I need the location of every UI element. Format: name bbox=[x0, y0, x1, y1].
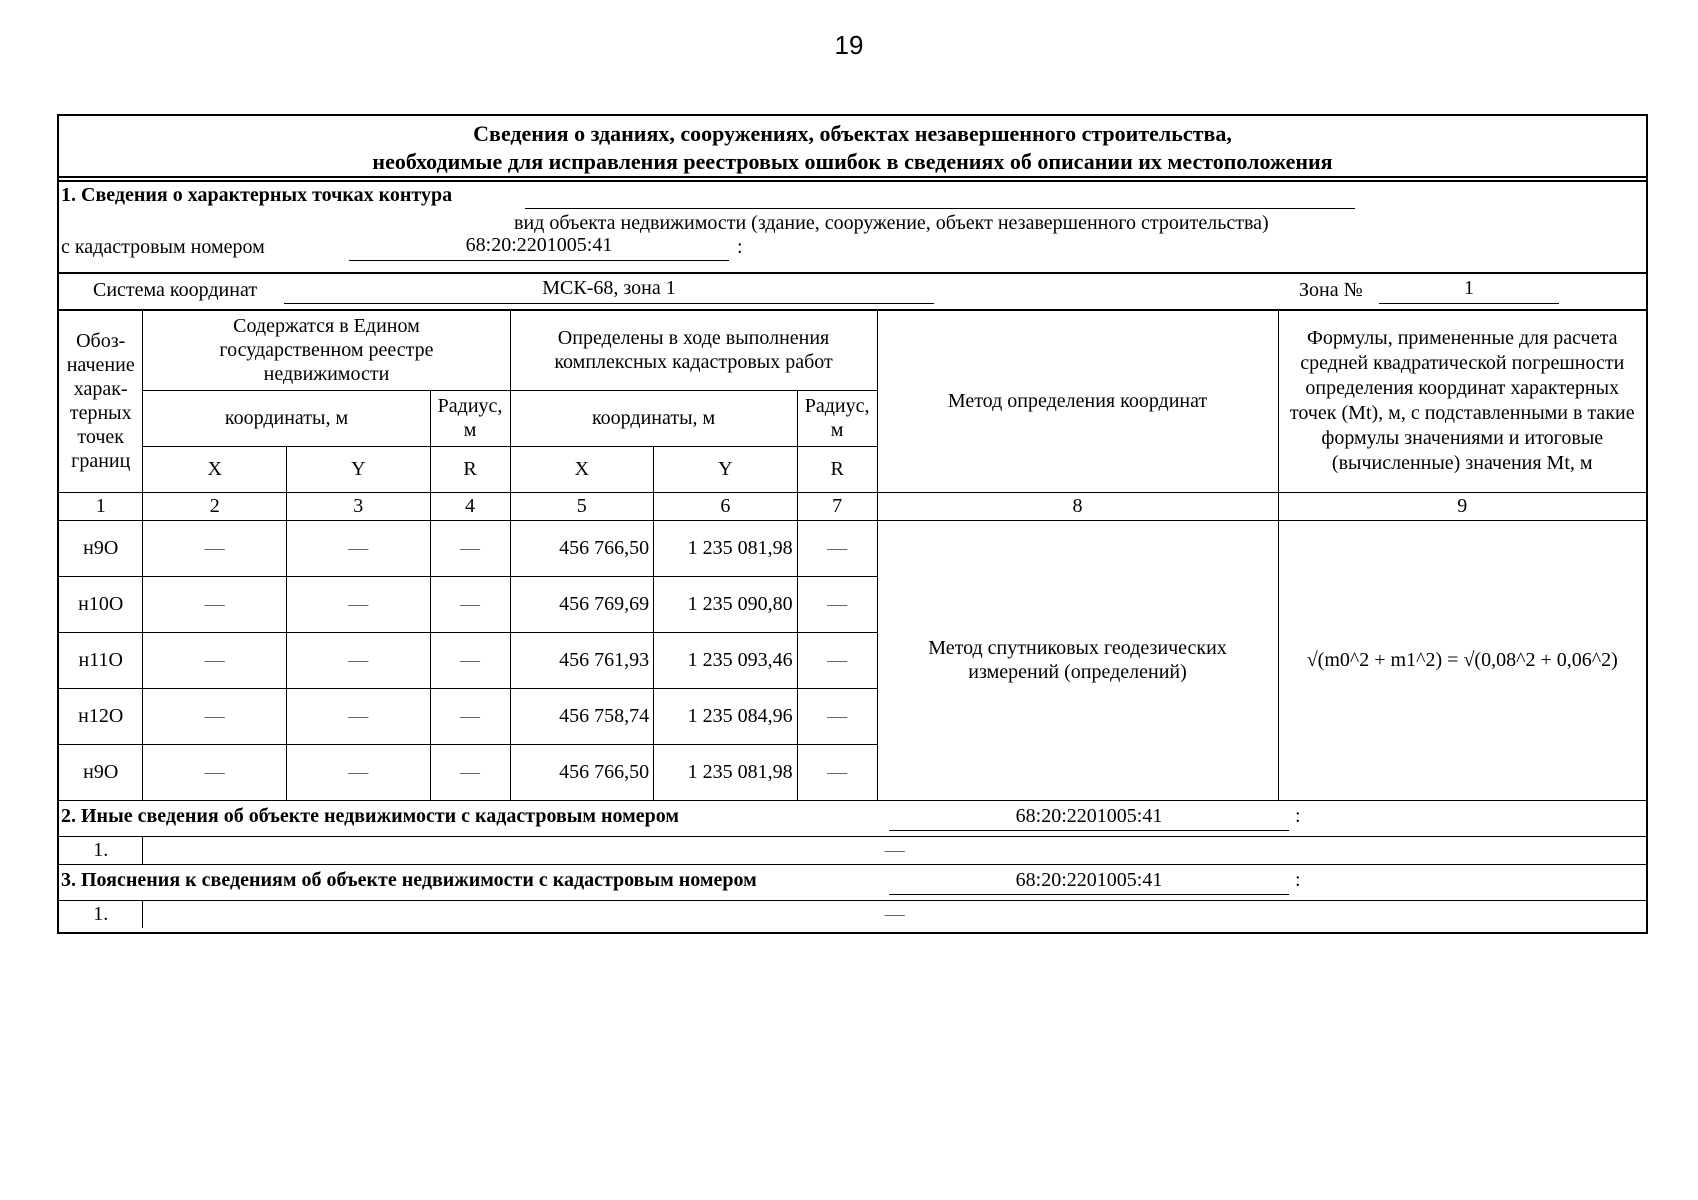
header-radius: Радиус, м bbox=[797, 390, 877, 446]
header-r: R bbox=[430, 446, 510, 492]
section1-header bbox=[59, 182, 1646, 272]
x-egrn: — bbox=[143, 576, 287, 632]
section2-cadastral-underline bbox=[889, 830, 1289, 831]
y-value: 1 235 084,96 bbox=[654, 688, 798, 744]
y-value: 1 235 081,98 bbox=[654, 744, 798, 800]
column-number: 9 bbox=[1278, 492, 1646, 520]
section3-header-row bbox=[59, 864, 1646, 900]
header-y: Y bbox=[287, 446, 431, 492]
r-value: — bbox=[797, 520, 877, 576]
x-egrn: — bbox=[143, 744, 287, 800]
registry-form bbox=[57, 114, 1648, 934]
point-id: н9О bbox=[59, 520, 143, 576]
column-number: 8 bbox=[877, 492, 1278, 520]
x-value: 456 758,74 bbox=[510, 688, 654, 744]
point-id: н9О bbox=[59, 744, 143, 800]
y-value: 1 235 081,98 bbox=[654, 520, 798, 576]
point-id: н10О bbox=[59, 576, 143, 632]
coord-system-row bbox=[59, 273, 1646, 309]
header-coords: координаты, м bbox=[143, 390, 430, 446]
y-egrn: — bbox=[287, 520, 431, 576]
header-kkr: Определены в ходе выполнения комплексных кадастровых работ bbox=[510, 310, 877, 390]
x-value: 456 766,50 bbox=[510, 520, 654, 576]
section3-heading: 3. Пояснения к сведениям об объекте недвижимости с кадастровым номером bbox=[61, 868, 757, 891]
column-number: 2 bbox=[143, 492, 287, 520]
r-egrn: — bbox=[430, 520, 510, 576]
header-radius: Радиус, м bbox=[430, 390, 510, 446]
x-egrn: — bbox=[143, 688, 287, 744]
cadastral-number: 68:20:2201005:41 bbox=[465, 234, 613, 256]
header-formula: Формулы, примененные для расчета средней квадратической погрешности определения координат характерных точек (Mt), м, с подставленными в такие формулы значениями и итоговые (вычисленные) значения Mt, м bbox=[1278, 310, 1646, 492]
point-id: н11О bbox=[59, 632, 143, 688]
header-designation: Обоз- начение харак- терных точек границ bbox=[59, 310, 143, 492]
r-value: — bbox=[797, 688, 877, 744]
form-title-line2: необходимые для исправления реестровых ошибок в сведениях об описании их местоположения bbox=[372, 149, 1333, 174]
object-type-underline bbox=[525, 208, 1355, 209]
y-egrn: — bbox=[287, 744, 431, 800]
y-value: 1 235 093,46 bbox=[654, 632, 798, 688]
section3-item-row bbox=[59, 900, 1646, 928]
form-title bbox=[59, 116, 1646, 176]
header-x: X bbox=[510, 446, 654, 492]
r-egrn: — bbox=[430, 576, 510, 632]
x-egrn: — bbox=[143, 632, 287, 688]
section3-item-num: 1. bbox=[59, 900, 143, 928]
section2-cadastral-number: 68:20:2201005:41 bbox=[1015, 804, 1163, 827]
r-egrn: — bbox=[430, 632, 510, 688]
section2-item-row bbox=[59, 836, 1646, 864]
header-method: Метод определения координат bbox=[877, 310, 1278, 492]
coord-system-value: МСК-68, зона 1 bbox=[542, 277, 676, 299]
section3-cadastral-number: 68:20:2201005:41 bbox=[1015, 868, 1163, 891]
colon: : bbox=[1295, 804, 1301, 827]
section2-item-num: 1. bbox=[59, 836, 143, 864]
point-id: н12О bbox=[59, 688, 143, 744]
x-value: 456 766,50 bbox=[510, 744, 654, 800]
y-egrn: — bbox=[287, 632, 431, 688]
formula-value: √(m0^2 + m1^2) = √(0,08^2 + 0,06^2) bbox=[1278, 520, 1646, 800]
section1-heading: 1. Сведения о характерных точках контура bbox=[61, 184, 453, 206]
coord-system-underline bbox=[284, 303, 934, 304]
r-value: — bbox=[797, 632, 877, 688]
r-egrn: — bbox=[430, 688, 510, 744]
header-x: X bbox=[143, 446, 287, 492]
zone-value: 1 bbox=[1464, 277, 1474, 299]
column-number: 4 bbox=[430, 492, 510, 520]
column-number: 7 bbox=[797, 492, 877, 520]
zone-label: Зона № bbox=[1299, 279, 1363, 301]
section2-header-row bbox=[59, 800, 1646, 836]
column-number: 6 bbox=[654, 492, 798, 520]
section2-item-value: — bbox=[143, 836, 1646, 864]
r-value: — bbox=[797, 576, 877, 632]
header-egrn: Содержатся в Едином государственном реестре недвижимости bbox=[143, 310, 510, 390]
colon: : bbox=[1295, 868, 1301, 891]
table-row bbox=[59, 520, 1646, 576]
column-number: 1 bbox=[59, 492, 143, 520]
section3-cadastral-underline bbox=[889, 894, 1289, 895]
coord-system-label: Система координат bbox=[93, 279, 258, 301]
column-number: 3 bbox=[287, 492, 431, 520]
column-numbers-row bbox=[59, 492, 1646, 520]
colon: : bbox=[737, 236, 743, 258]
y-egrn: — bbox=[287, 576, 431, 632]
header-coords: координаты, м bbox=[510, 390, 797, 446]
header-r: R bbox=[797, 446, 877, 492]
points-table bbox=[59, 310, 1646, 928]
r-value: — bbox=[797, 744, 877, 800]
header-y: Y bbox=[654, 446, 798, 492]
cadastral-label: с кадастровым номером bbox=[61, 236, 265, 258]
object-type-hint: вид объекта недвижимости (здание, сооружение, объект незавершенного строительства) bbox=[514, 212, 1269, 234]
page-number: 19 bbox=[834, 30, 864, 60]
zone-underline bbox=[1379, 303, 1559, 304]
cadastral-underline bbox=[349, 260, 729, 261]
y-value: 1 235 090,80 bbox=[654, 576, 798, 632]
section3-item-value: — bbox=[143, 900, 1646, 928]
divider bbox=[59, 176, 1646, 178]
r-egrn: — bbox=[430, 744, 510, 800]
method-value: Метод спутниковых геодезических измерений (определений) bbox=[877, 520, 1278, 800]
section2-heading: 2. Иные сведения об объекте недвижимости с кадастровым номером bbox=[61, 804, 680, 827]
y-egrn: — bbox=[287, 688, 431, 744]
x-egrn: — bbox=[143, 520, 287, 576]
form-title-line1: Сведения о зданиях, сооружениях, объектах незавершенного строительства, bbox=[473, 121, 1232, 146]
x-value: 456 769,69 bbox=[510, 576, 654, 632]
x-value: 456 761,93 bbox=[510, 632, 654, 688]
column-number: 5 bbox=[510, 492, 654, 520]
